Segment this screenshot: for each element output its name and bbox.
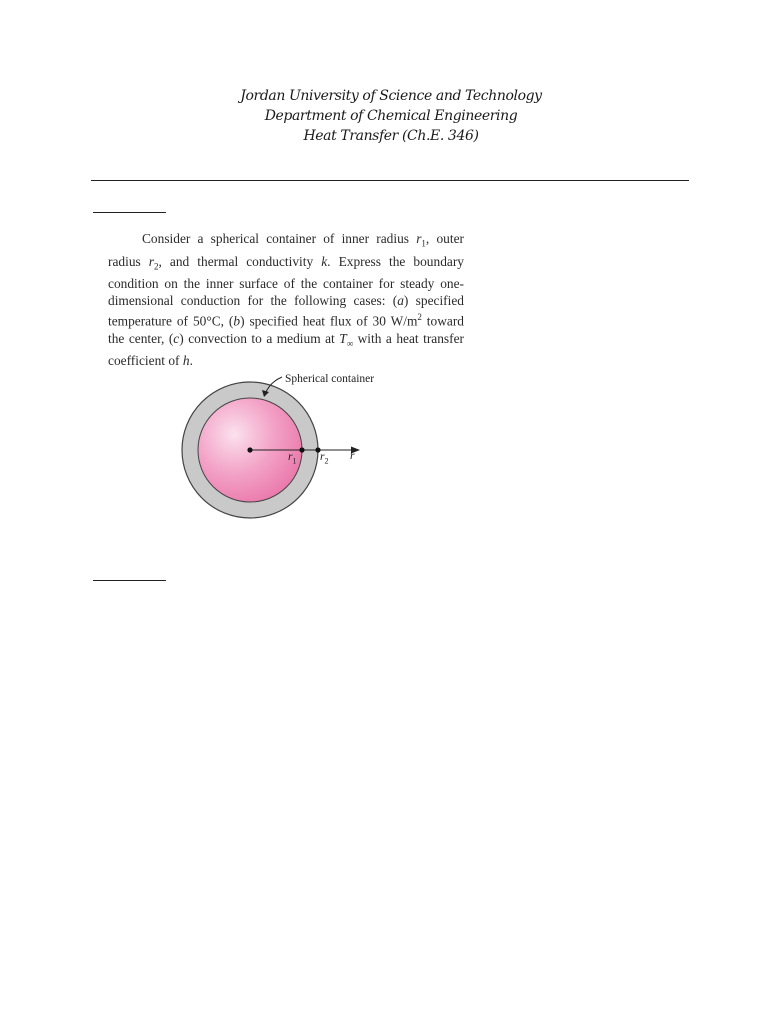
container-label: Spherical container [285, 373, 375, 385]
question-1-underline [93, 212, 166, 213]
university-name: Jordan University of Science and Technology [240, 88, 542, 104]
document-header [0, 86, 768, 146]
r2-label: $r_2$ [320, 451, 329, 466]
r1-point [299, 447, 304, 452]
course-title: Heat Transfer (Ch.E. 346) [303, 128, 479, 144]
r-axis-label: r [350, 450, 355, 462]
sphere-diagram [170, 366, 430, 526]
problem-statement: Consider a spherical container of inner radius $r_1$, outer radius $r_2$, and thermal conductivity k. Express the boundary condition on the inner surface of the container for steady one-dimensional conduction for the following cases: (a) specified temperature of 50°C, (b) specified heat flux of 30 $W/m^2$ toward the center, (c) convection to a medium at $T_\infty$ with a heat transfer coefficient of h. [108, 231, 464, 369]
header-divider [91, 180, 689, 181]
r1-label: $r_1$ [288, 451, 297, 466]
department-name: Department of Chemical Engineering [264, 108, 518, 124]
center-point [247, 447, 252, 452]
spherical-container-figure [170, 366, 430, 526]
question-2-underline [93, 580, 166, 581]
